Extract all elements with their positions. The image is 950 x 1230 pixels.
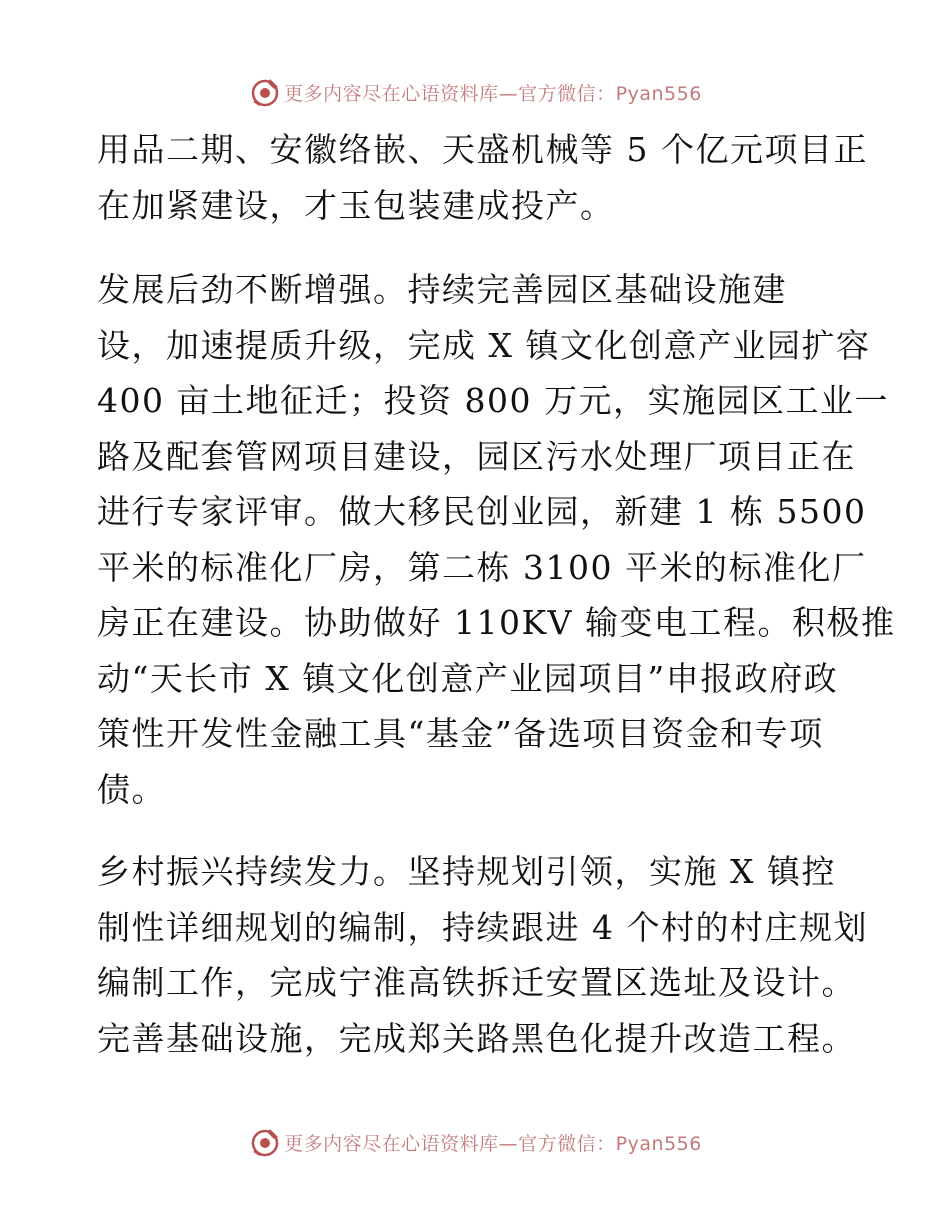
watermark-text: 更多内容尽在心语资料库—官方微信：Pyan556 [284, 82, 702, 105]
text-line: 债。 [97, 769, 166, 809]
text-line: 策性开发性金融工具“基金”备选项目资金和专项 [97, 714, 824, 753]
text-line: 用品二期、安徽络嵌、天盛机械等 5 个亿元项目正 [97, 130, 868, 169]
paragraph [97, 844, 868, 1066]
text-line: 完善基础设施，完成郑关路黑色化提升改造工程。 [97, 1018, 856, 1058]
text-line: 400 亩土地征迁；投资 800 万元，实施园区工业一 [97, 381, 889, 420]
text-line: 进行专家评审。做大移民创业园，新建 1 栋 5500 [97, 492, 867, 531]
document-body [97, 122, 896, 1066]
watermark-logo-icon [248, 75, 282, 109]
text-line: 设，加速提质升级，完成 X 镇文化创意产业园扩容 [97, 325, 871, 365]
text-line: 房正在建设。协助做好 110KV 输变电工程。积极推 [97, 603, 896, 642]
text-line: 发展后劲不断增强。持续完善园区基础设施建 [97, 270, 787, 309]
watermark-text: 更多内容尽在心语资料库—官方微信：Pyan556 [284, 1132, 702, 1155]
text-line: 平米的标准化厂房，第二栋 3100 平米的标准化厂 [97, 547, 867, 587]
paragraph [97, 262, 896, 817]
text-line: 在加紧建设，才玉包装建成投产。 [97, 185, 615, 225]
text-line: 制性详细规划的编制，持续跟进 4 个村的村庄规划 [97, 907, 868, 947]
footer-watermark [0, 1122, 950, 1162]
text-line: 路及配套管网项目建设，园区污水处理厂项目正在 [97, 436, 856, 476]
text-line: 编制工作，完成宁淮高铁拆迁安置区选址及设计。 [97, 963, 856, 1002]
text-line: 动“天长市 X 镇文化创意产业园项目”申报政府政 [97, 658, 839, 698]
paragraph [97, 122, 868, 233]
watermark-logo-icon [248, 1125, 282, 1159]
header-watermark [0, 72, 950, 112]
text-line: 乡村振兴持续发力。坚持规划引领，实施 X 镇控 [97, 852, 836, 891]
